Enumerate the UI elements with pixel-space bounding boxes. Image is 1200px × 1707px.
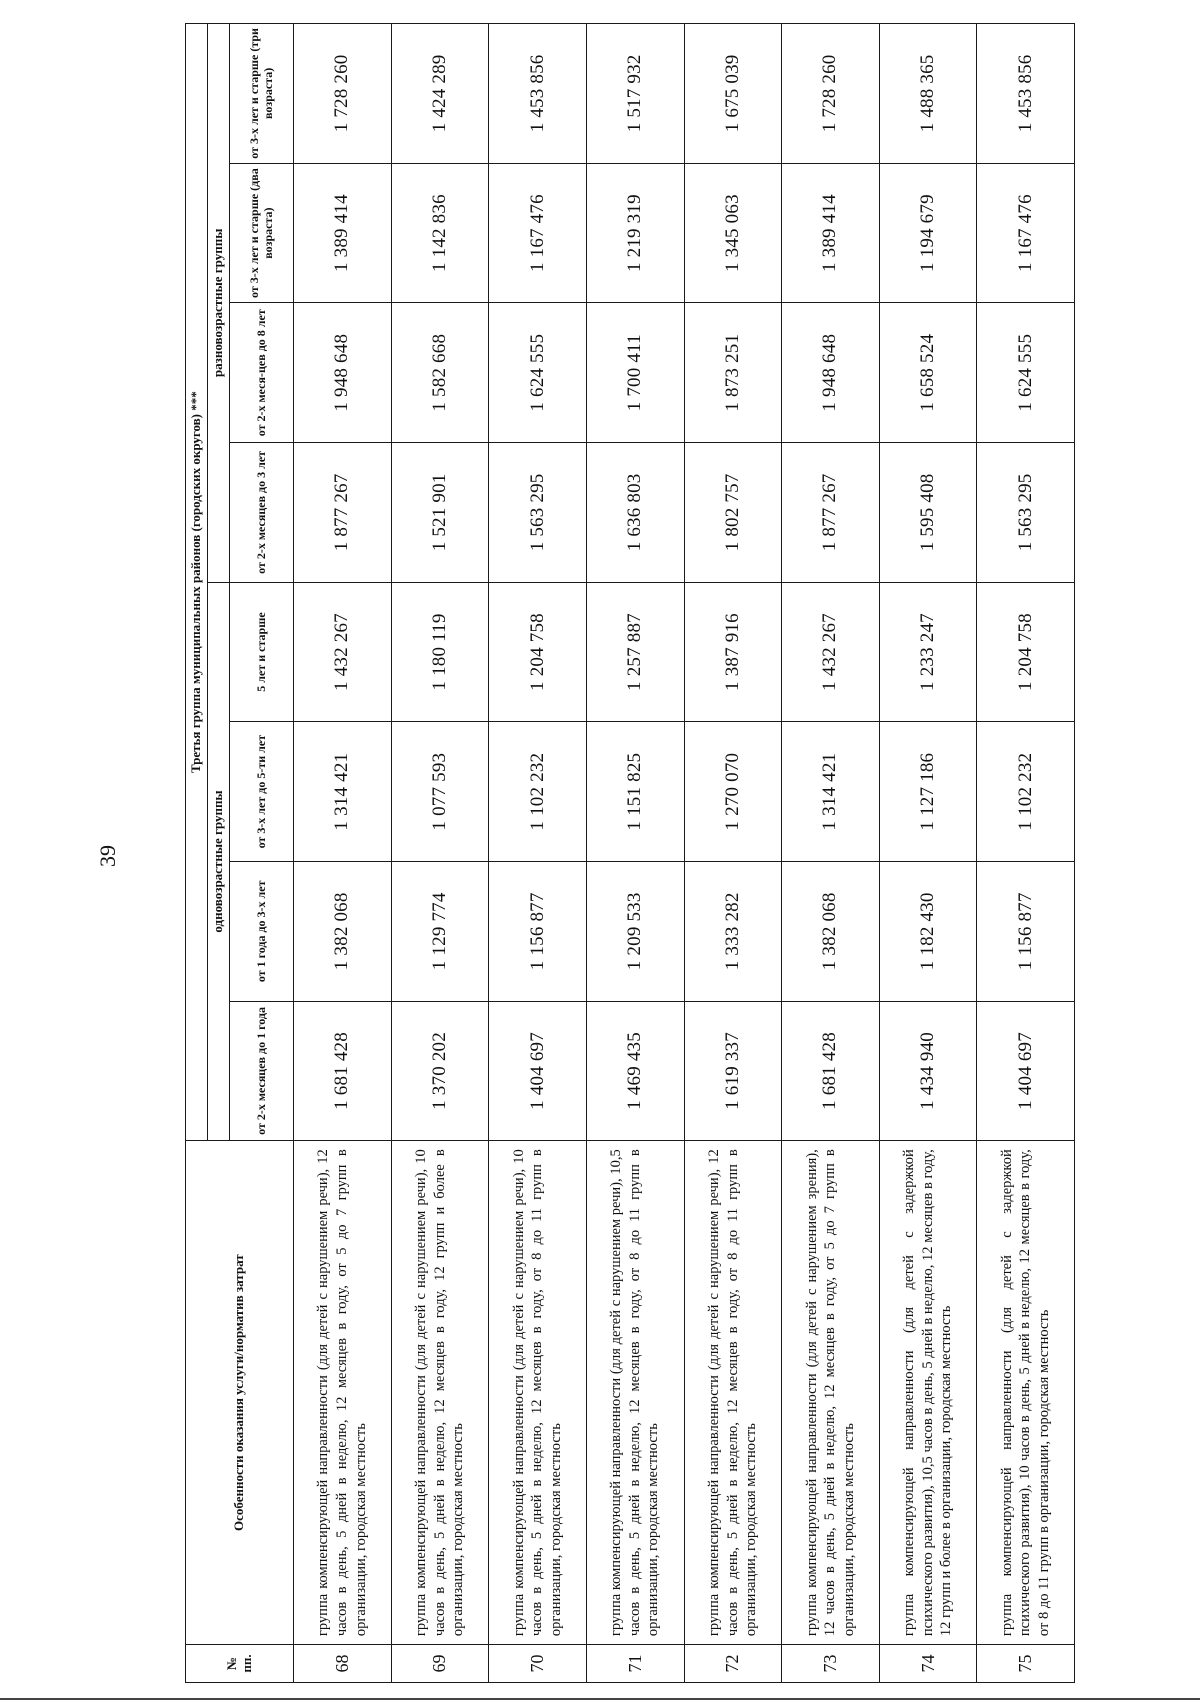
cost-value-cell: 1 624 555 xyxy=(977,303,1075,443)
cost-value-cell: 1 675 039 xyxy=(684,24,782,164)
table-row xyxy=(586,24,684,1683)
cost-value-cell: 1 488 365 xyxy=(879,24,977,164)
cost-value-cell: 1 389 414 xyxy=(782,163,880,303)
row-description: группа компенсирующей направленности (для детей с задержкой психического развития), 10 часов в день, 5 дней в неделю, 12 месяцев в году, от 8 до 11 групп в организации, городская местность xyxy=(977,1141,1075,1645)
column-header: от 2-х месяцев до 3 лет xyxy=(230,443,294,583)
cost-value-cell: 1 728 260 xyxy=(782,24,880,164)
cost-value-cell: 1 873 251 xyxy=(684,303,782,443)
row-number: 68 xyxy=(294,1645,392,1683)
cost-value-cell: 1 194 679 xyxy=(879,163,977,303)
cost-value-cell: 1 877 267 xyxy=(782,443,880,583)
cost-value-cell: 1 102 232 xyxy=(489,722,587,862)
cost-value-cell: 1 563 295 xyxy=(977,443,1075,583)
cost-value-cell: 1 563 295 xyxy=(489,443,587,583)
row-number: 70 xyxy=(489,1645,587,1683)
header-group-title: Третья группа муниципальных районов (городских округов) *** xyxy=(186,24,208,1141)
cost-value-cell: 1 167 476 xyxy=(489,163,587,303)
cost-value-cell: 1 802 757 xyxy=(684,443,782,583)
row-description: группа компенсирующей направленности (для детей с нарушением речи), 10 часов в день, 5 дней в неделю, 12 месяцев в году, от 8 до 11 групп в организации, городская местность xyxy=(489,1141,587,1645)
header-same-age-groups: одновозрастные группы xyxy=(208,582,230,1141)
cost-value-cell: 1 257 887 xyxy=(586,582,684,722)
cost-value-cell: 1 636 803 xyxy=(586,443,684,583)
cost-value-cell: 1 102 232 xyxy=(977,722,1075,862)
row-number: 71 xyxy=(586,1645,684,1683)
cost-value-cell: 1 595 408 xyxy=(879,443,977,583)
column-header: от 3-х лет до 5-ти лет xyxy=(230,722,294,862)
cost-value-cell: 1 233 247 xyxy=(879,582,977,722)
cost-value-cell: 1 948 648 xyxy=(294,303,392,443)
cost-value-cell: 1 624 555 xyxy=(489,303,587,443)
cost-value-cell: 1 314 421 xyxy=(782,722,880,862)
cost-value-cell: 1 619 337 xyxy=(684,1001,782,1141)
cost-value-cell: 1 521 901 xyxy=(391,443,489,583)
cost-value-cell: 1 728 260 xyxy=(294,24,392,164)
cost-value-cell: 1 948 648 xyxy=(782,303,880,443)
cost-value-cell: 1 387 916 xyxy=(684,582,782,722)
table-container xyxy=(185,23,1075,1683)
header-mixed-age-groups: разновозрастные группы xyxy=(208,24,230,583)
row-number: 73 xyxy=(782,1645,880,1683)
cost-value-cell: 1 129 774 xyxy=(391,861,489,1001)
cost-value-cell: 1 434 940 xyxy=(879,1001,977,1141)
cost-value-cell: 1 453 856 xyxy=(489,24,587,164)
row-number: 74 xyxy=(879,1645,977,1683)
cost-value-cell: 1 156 877 xyxy=(489,861,587,1001)
cost-value-cell: 1 151 825 xyxy=(586,722,684,862)
cost-value-cell: 1 432 267 xyxy=(782,582,880,722)
cost-value-cell: 1 219 319 xyxy=(586,163,684,303)
cost-value-cell: 1 270 070 xyxy=(684,722,782,862)
cost-value-cell: 1 404 697 xyxy=(977,1001,1075,1141)
cost-value-cell: 1 700 411 xyxy=(586,303,684,443)
cost-value-cell: 1 453 856 xyxy=(977,24,1075,164)
cost-value-cell: 1 314 421 xyxy=(294,722,392,862)
cost-value-cell: 1 156 877 xyxy=(977,861,1075,1001)
table-row xyxy=(684,24,782,1683)
cost-value-cell: 1 582 668 xyxy=(391,303,489,443)
cost-value-cell: 1 382 068 xyxy=(782,861,880,1001)
table-row xyxy=(782,24,880,1683)
cost-value-cell: 1 681 428 xyxy=(782,1001,880,1141)
cost-value-cell: 1 167 476 xyxy=(977,163,1075,303)
cost-value-cell: 1 517 932 xyxy=(586,24,684,164)
cost-value-cell: 1 182 430 xyxy=(879,861,977,1001)
row-description: группа компенсирующей направленности (для детей с нарушением зрения), 12 часов в день, 5 дней в неделю, 12 месяцев в году, от 5 до 7 групп в организации, городская местность xyxy=(782,1141,880,1645)
row-description: группа компенсирующей направленности (для детей с нарушением речи), 12 часов в день, 5 дней в неделю, 12 месяцев в году, от 5 до 7 групп в организации, городская местность xyxy=(294,1141,392,1645)
row-number: 69 xyxy=(391,1645,489,1683)
cost-value-cell: 1 370 202 xyxy=(391,1001,489,1141)
table-body xyxy=(294,24,1075,1683)
cost-value-cell: 1 382 068 xyxy=(294,861,392,1001)
row-description: группа компенсирующей направленности (для детей с нарушением речи), 10,5 часов в день, 5 дней в неделю, 12 месяцев в году, от 8 до 11 групп в организации, городская местность xyxy=(586,1141,684,1645)
column-header: от 2-х месяцев до 1 года xyxy=(230,1001,294,1141)
cost-value-cell: 1 469 435 xyxy=(586,1001,684,1141)
cost-value-cell: 1 681 428 xyxy=(294,1001,392,1141)
row-number: 75 xyxy=(977,1645,1075,1683)
row-number: 72 xyxy=(684,1645,782,1683)
cost-value-cell: 1 204 758 xyxy=(977,582,1075,722)
cost-value-cell: 1 345 063 xyxy=(684,163,782,303)
cost-value-cell: 1 204 758 xyxy=(489,582,587,722)
cost-value-cell: 1 877 267 xyxy=(294,443,392,583)
column-header: от 2-х меся-цев до 8 лет xyxy=(230,303,294,443)
table-row xyxy=(391,24,489,1683)
cost-value-cell: 1 404 697 xyxy=(489,1001,587,1141)
header-no: № пп. xyxy=(186,1645,294,1683)
cost-value-cell: 1 127 186 xyxy=(879,722,977,862)
table-row xyxy=(294,24,392,1683)
cost-value-cell: 1 389 414 xyxy=(294,163,392,303)
page-bottom-rule xyxy=(0,1698,1200,1700)
row-description: группа компенсирующей направленности (для детей с нарушением речи), 12 часов в день, 5 дней в неделю, 12 месяцев в году, от 8 до 11 групп в организации, городская местность xyxy=(684,1141,782,1645)
cost-value-cell: 1 077 593 xyxy=(391,722,489,862)
column-header: от 1 года до 3-х лет xyxy=(230,861,294,1001)
cost-value-cell: 1 142 836 xyxy=(391,163,489,303)
cost-value-cell: 1 180 119 xyxy=(391,582,489,722)
cost-norms-table xyxy=(185,23,1075,1683)
header-description: Особенности оказания услуги/норматив затрат xyxy=(186,1141,294,1645)
column-header: от 3-х лет и старше (три возраста) xyxy=(230,24,294,164)
column-header: от 3-х лет и старше (два возраста) xyxy=(230,163,294,303)
table-row xyxy=(489,24,587,1683)
cost-value-cell: 1 333 282 xyxy=(684,861,782,1001)
page-number: 39 xyxy=(95,845,120,867)
row-description: группа компенсирующей направленности (для детей с нарушением речи), 10 часов в день, 5 дней в неделю, 12 месяцев в году, 12 групп и более в организации, городская местность xyxy=(391,1141,489,1645)
cost-value-cell: 1 424 289 xyxy=(391,24,489,164)
table-row xyxy=(977,24,1075,1683)
cost-value-cell: 1 209 533 xyxy=(586,861,684,1001)
table-row xyxy=(879,24,977,1683)
row-description: группа компенсирующей направленности (для детей с задержкой психического развития), 10,5 часов в день, 5 дней в неделю, 12 месяцев в году, 12 групп и более в организации, городская местность xyxy=(879,1141,977,1645)
cost-value-cell: 1 658 524 xyxy=(879,303,977,443)
column-header: 5 лет и старше xyxy=(230,582,294,722)
cost-value-cell: 1 432 267 xyxy=(294,582,392,722)
